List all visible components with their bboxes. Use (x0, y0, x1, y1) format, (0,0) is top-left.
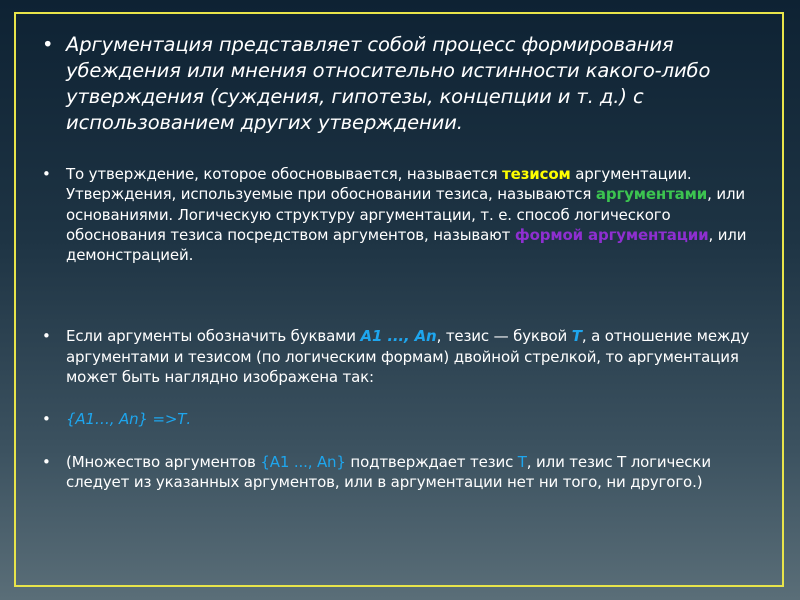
symbol-thesis: Т (571, 327, 582, 346)
bullet-formula (42, 409, 772, 429)
text: (Множество аргументов (66, 452, 261, 471)
text: То утверждение, которое обосновывается, называется (66, 165, 503, 183)
keyword-arguments: аргументами (595, 185, 708, 204)
text: , или тезис Т логически следует из указанных аргументов, или в аргументации нет ни того, ни другого.) (66, 452, 711, 491)
slide-content (42, 32, 772, 492)
bullet-definition (42, 32, 772, 136)
bullet-thesis-arguments (42, 164, 772, 265)
bullet-marker: • (42, 327, 51, 346)
symbol-thesis: Т (517, 452, 527, 471)
text: аргументации. Утверждения, используемые при обосновании тезиса, называются (66, 165, 692, 204)
text: , а отношение между аргументами и тезисом (по логическим формам) двойной стрелкой, то аргументация может быть наглядно изображена так: (66, 327, 750, 387)
bullet-explanation (42, 452, 772, 493)
text: , или демонстрацией. (66, 225, 747, 265)
text: , или основаниями. Логическую структуру аргументации, т. е. способ логического обоснования тезиса посредством аргументов, называют (66, 185, 745, 244)
text: Если аргументы обозначить буквами (66, 327, 361, 346)
bullet-notation (42, 326, 772, 387)
symbol-argument-set: {А1 ..., Аn} (260, 452, 346, 471)
bullet-marker: • (42, 165, 51, 183)
definition-text: Аргументация представляет собой процесс формирования убеждения или мнения относительно истинности какого-либо утверждения (суждения, гипотезы, концепции и т. д.) с использованием других утверждении. (66, 33, 711, 134)
text: подтверждает тезис (345, 452, 518, 471)
formula: {А1…, Аn} =>Т. (66, 410, 191, 429)
symbol-arguments: А1 ..., Аn (360, 327, 437, 346)
bullet-marker: • (42, 33, 54, 56)
keyword-form: формой аргументации (514, 225, 709, 244)
bullet-marker: • (42, 410, 51, 429)
keyword-thesis: тезисом (502, 165, 571, 183)
text: , тезис — буквой (436, 327, 572, 346)
bullet-marker: • (42, 452, 51, 471)
